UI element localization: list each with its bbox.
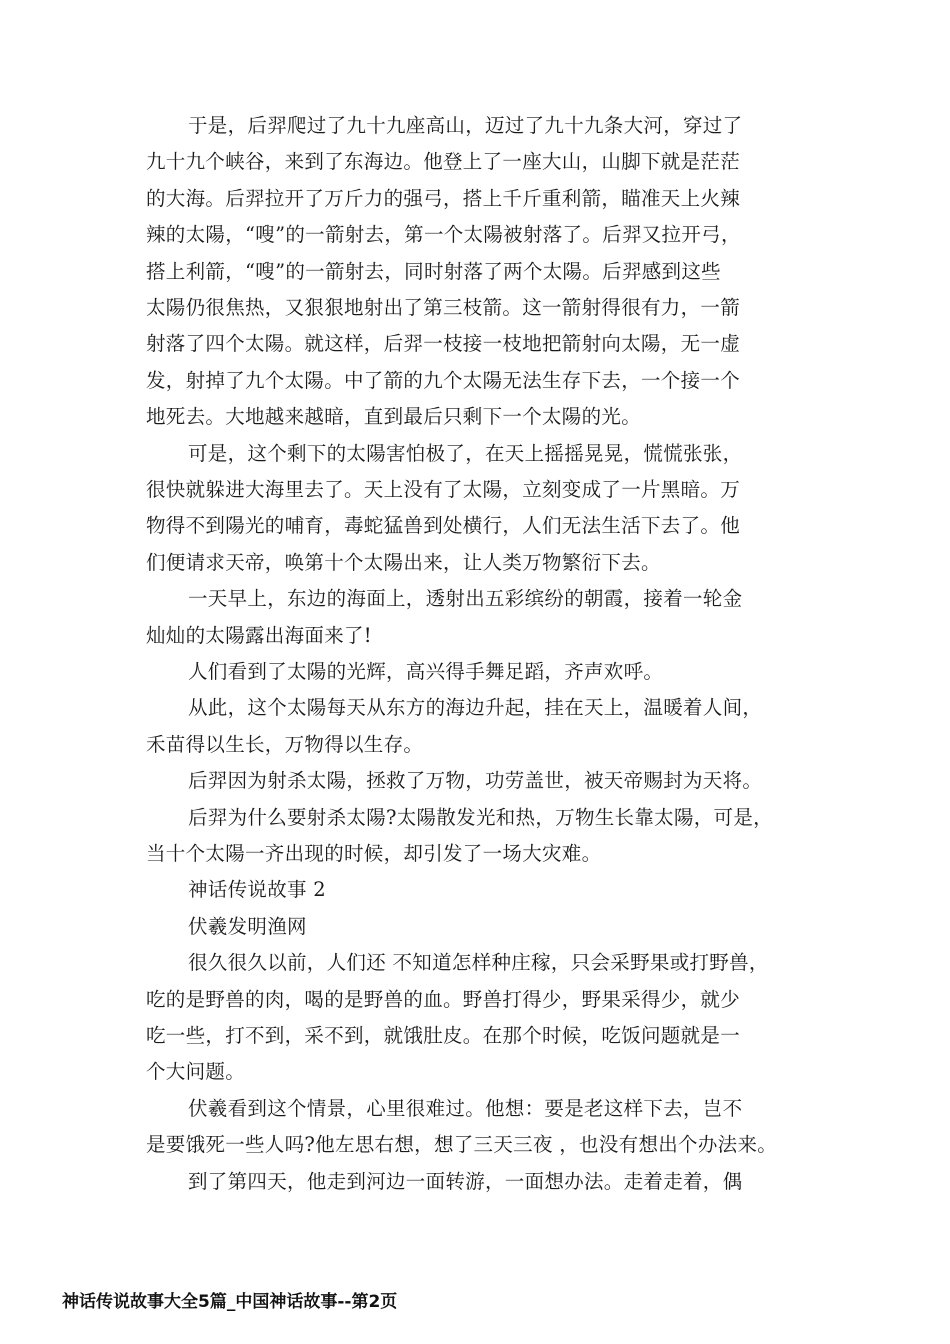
page-footer: 神话传说故事大全5篇_中国神话故事--第2页 <box>62 1292 398 1312</box>
text-line: 伏羲看到这个情景，心里很难过。他想：要是老这样下去，岂不 <box>188 1096 743 1120</box>
text-line: 个大问题。 <box>146 1060 246 1084</box>
text-line: 后羿为什么要射杀太陽?太陽散发光和热，万物生长靠太陽，可是， <box>188 805 773 829</box>
text-line: 一天早上，东边的海面上，透射出五彩缤纷的朝霞，接着一轮金 <box>188 587 743 611</box>
text-line: 太陽仍很焦热，又狠狠地射出了第三枝箭。这一箭射得很有力，一箭 <box>146 296 741 319</box>
text-line: 九十九个峡谷，来到了东海边。他登上了一座大山，山脚下就是茫茫 <box>146 150 741 174</box>
text-line: 物得不到陽光的哺育，毒蛇猛兽到处横行，人们无法生活下去了。他 <box>146 514 741 538</box>
text-line: 灿灿的太陽露出海面来了! <box>146 623 372 647</box>
text-line: 人们看到了太陽的光辉，高兴得手舞足蹈，齐声欢呼。 <box>188 660 664 683</box>
text-line: 的大海。后羿拉开了万斤力的强弓，搭上千斤重利箭，瞄准天上火辣 <box>146 186 741 210</box>
text-line: 到了第四天，他走到河边一面转游，一面想办法。走着走着，偶 <box>188 1169 743 1193</box>
text-line: 辣的太陽，“嗖”的一箭射去，第一个太陽被射落了。后羿又拉开弓， <box>146 223 741 247</box>
text-line: 禾苗得以生长，万物得以生存。 <box>146 732 424 756</box>
text-line: 可是，这个剩下的太陽害怕极了，在天上摇摇晃晃，慌慌张张， <box>188 441 743 465</box>
text-line: 射落了四个太陽。就这样，后羿一枝接一枝地把箭射向太陽，无一虚 <box>146 332 741 356</box>
text-line: 后羿因为射杀太陽，拯救了万物，功劳盖世，被天帝赐封为天将。 <box>188 769 763 793</box>
text-line: 从此，这个太陽每天从东方的海边升起，挂在天上，温暖着人间， <box>188 696 763 720</box>
text-line: 伏羲发明渔网 <box>188 914 307 938</box>
text-line: 很久很久以前，人们还 不知道怎样种庄稼，只会采野果或打野兽， <box>188 951 769 975</box>
text-line: 们便请求天帝，唤第十个太陽出来，让人类万物繁衍下去。 <box>146 550 661 574</box>
text-line: 吃一些，打不到，采不到，就饿肚皮。在那个时候，吃饭问题就是一 <box>146 1024 741 1047</box>
text-line: 很快就躲进大海里去了。天上没有了太陽，立刻变成了一片黑暗。万 <box>146 478 741 501</box>
text-line: 于是，后羿爬过了九十九座高山，迈过了九十九条大河，穿过了 <box>188 114 743 137</box>
text-line: 发，射掉了九个太陽。中了箭的九个太陽无法生存下去，一个接一个 <box>146 368 741 392</box>
text-line: 当十个太陽一齐出现的时候，却引发了一场大灾难。 <box>146 842 602 865</box>
text-line: 地死去。大地越来越暗，直到最后只剩下一个太陽的光。 <box>146 405 642 429</box>
text-line: 搭上利箭，“嗖”的一箭射去，同时射落了两个太陽。后羿感到这些 <box>146 259 721 283</box>
text-line: 是要饿死一些人吗?他左思右想，想了三天三夜 ，也没有想出个办法来。 <box>146 1133 778 1157</box>
text-line: 吃的是野兽的肉，喝的是野兽的血。野兽打得少，野果采得少，就少 <box>146 987 741 1011</box>
text-line: 神话传说故事 2 <box>188 878 327 902</box>
